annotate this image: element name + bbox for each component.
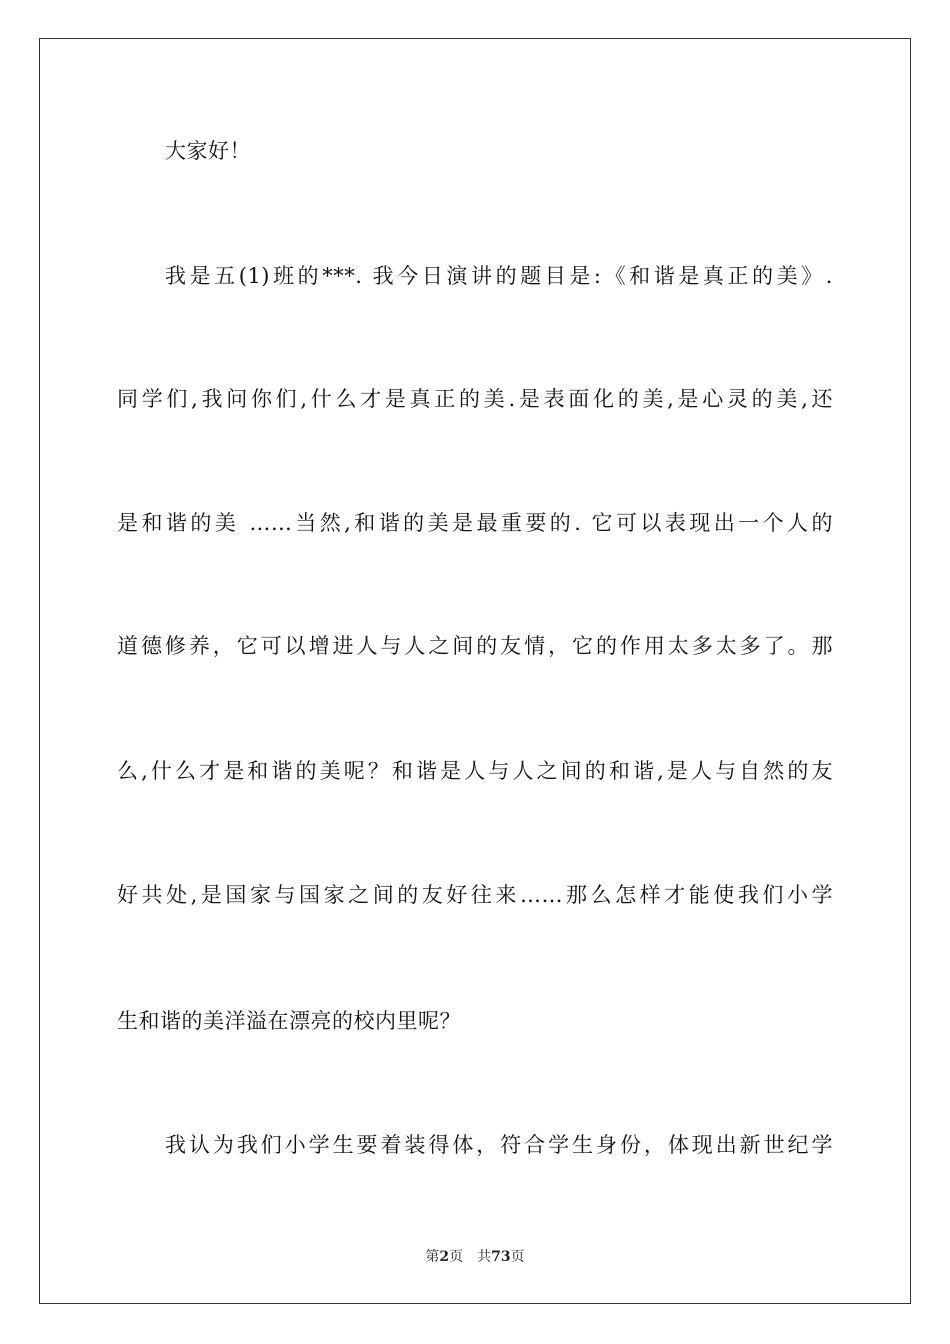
paragraph-line: 好共处,是国家与国家之间的友好往来……那么怎样才能使我们小学 bbox=[117, 883, 833, 907]
page-suffix: 页 bbox=[449, 1249, 464, 1265]
paragraph-line: 同学们,我问你们,什么才是真正的美.是表面化的美,是心灵的美,还 bbox=[117, 387, 833, 411]
total-pages: 73 bbox=[491, 1249, 511, 1265]
paragraph-line: 是和谐的美 ……当然,和谐的美是最重要的. 它可以表现出一个人的 bbox=[117, 511, 833, 535]
paragraph-line: 我是五(1)班的***. 我今日演讲的题目是:《和谐是真正的美》. bbox=[165, 264, 833, 288]
page-footer bbox=[0, 1248, 950, 1266]
page-number: 2 bbox=[439, 1249, 450, 1265]
page-prefix: 第 bbox=[425, 1249, 440, 1265]
total-prefix: 共 bbox=[477, 1249, 492, 1265]
greeting-line: 大家好！ bbox=[165, 139, 251, 163]
paragraph-line: 生和谐的美洋溢在漂亮的校内里呢？ bbox=[117, 1009, 461, 1033]
paragraph-line: 道德修养，它可以增进人与人之间的友情，它的作用太多太多了。那 bbox=[117, 634, 833, 658]
total-suffix: 页 bbox=[510, 1249, 525, 1265]
paragraph-line: 么,什么才是和谐的美呢？和谐是人与人之间的和谐,是人与自然的友 bbox=[117, 759, 833, 783]
paragraph-line: 我认为我们小学生要着装得体，符合学生身份，体现出新世纪学 bbox=[165, 1133, 833, 1157]
page-border bbox=[39, 38, 911, 1304]
